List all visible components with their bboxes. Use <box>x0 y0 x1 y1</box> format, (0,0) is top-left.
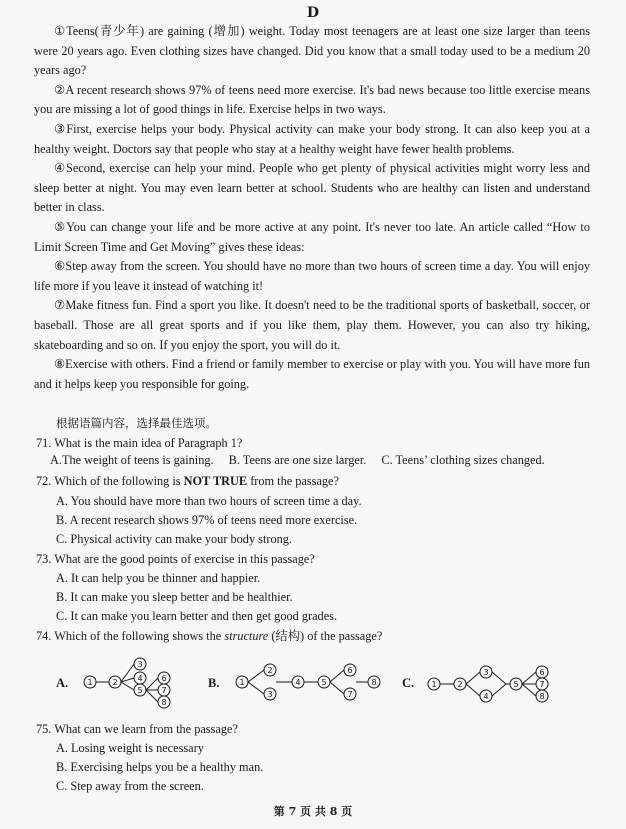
svg-text:6: 6 <box>347 666 353 675</box>
option-75-b[interactable]: B. Exercising helps you be a healthy man. <box>56 760 264 774</box>
svg-text:2: 2 <box>267 666 273 675</box>
question-74 <box>36 627 606 646</box>
option-72-c[interactable]: C. Physical activity can make your body strong. <box>56 532 292 546</box>
option-75-a[interactable]: A. Losing weight is necessary <box>56 741 204 755</box>
svg-text:4: 4 <box>295 678 301 687</box>
structure-diagram-a[interactable] <box>80 654 180 710</box>
svg-text:4: 4 <box>483 692 489 701</box>
svg-text:1: 1 <box>239 678 245 687</box>
svg-text:7: 7 <box>539 680 545 689</box>
option-73-c[interactable]: C. It can make you learn better and then get good grades. <box>56 609 338 623</box>
structure-diagram-b[interactable] <box>234 660 394 706</box>
paragraph-3: ③First, exercise helps your body. Physical activity can make your body strong. It can also keep you at a healthy weight. Doctors say that people who stay at a healthy weight have fewer health problems. <box>34 121 590 156</box>
svg-text:2: 2 <box>112 678 118 687</box>
question-71: 71. What is the main idea of Paragraph 1? <box>36 436 243 450</box>
option-75-c[interactable]: C. Step away from the screen. <box>56 779 204 793</box>
question-72-stem-end: from the passage? <box>247 474 339 488</box>
option-71-c[interactable]: C. Teens’ clothing sizes changed. <box>381 453 545 467</box>
reading-passage <box>34 22 590 394</box>
svg-text:5: 5 <box>513 680 519 689</box>
option-74-a-label[interactable]: A. <box>56 676 69 690</box>
svg-text:8: 8 <box>161 698 167 707</box>
paragraph-6: ⑥Step away from the screen. You should have no more than two hours of screen time a day. You will enjoy life more if you leave it instead of watching it! <box>34 259 590 293</box>
svg-text:3: 3 <box>137 660 143 669</box>
paragraph-8: ⑧Exercise with others. Find a friend or family member to exercise or play with you. You will have more fun and it helps keep you responsible for going. <box>34 357 590 391</box>
option-74-b-label[interactable]: B. <box>208 676 220 690</box>
question-75: 75. What can we learn from the passage? <box>36 722 238 736</box>
question-72 <box>36 472 606 491</box>
question-72-stem: 72. Which of the following is <box>36 474 184 488</box>
section-heading: D <box>306 5 320 21</box>
svg-text:7: 7 <box>161 686 167 695</box>
option-74-c-label[interactable]: C. <box>402 676 415 690</box>
question-74-stem-end: (结构) of the passage? <box>268 629 383 643</box>
option-72-a[interactable]: A. You should have more than two hours of screen time a day. <box>56 494 362 508</box>
option-73-b[interactable]: B. It can make you sleep better and be healthier. <box>56 590 293 604</box>
svg-text:2: 2 <box>457 680 463 689</box>
svg-text:3: 3 <box>483 668 489 677</box>
svg-text:5: 5 <box>137 686 143 695</box>
instruction: 根据语篇内容，选择最佳选项。 <box>56 416 217 430</box>
question-71-options <box>50 453 557 468</box>
question-74-stem: 74. Which of the following shows the <box>36 629 225 643</box>
svg-text:7: 7 <box>347 690 353 699</box>
svg-text:8: 8 <box>539 692 545 701</box>
svg-text:6: 6 <box>161 674 167 683</box>
paragraph-7: ⑦Make fitness fun. Find a sport you like. It doesn't need to be the traditional sports of basketball, soccer, or baseball. Those are all great sports and if you like them, play them. However, you can also try hiking, skateboarding and so on. If you enjoy the sport, you will do it. <box>34 298 590 352</box>
question-74-term: structure <box>224 629 269 643</box>
page-footer: 第 7 页 共 8 页 <box>273 805 353 818</box>
svg-text:1: 1 <box>431 680 437 689</box>
svg-text:5: 5 <box>321 678 327 687</box>
paragraph-5: ⑤You can change your life and be more active at any point. It's never too late. An article called “How to Limit Screen Time and Get Moving” gives these ideas: <box>34 219 590 254</box>
paragraph-2: ②A recent research shows 97% of teens need more exercise. It's bad news because too little exercise means you are missing a lot of good things in life. Exercise helps in two ways. <box>34 82 590 117</box>
paragraph-1: ①Teens(青少年) are gaining (增加) weight. Today most teenagers are at least one size larger than teens were 20 years ago. Even clothing sizes have changed. Did you know that a small today used to be a medium 20 years ago? <box>34 24 590 78</box>
svg-text:6: 6 <box>539 668 545 677</box>
svg-text:3: 3 <box>267 690 273 699</box>
svg-text:8: 8 <box>371 678 377 687</box>
option-71-b[interactable]: B. Teens are one size larger. <box>228 453 367 467</box>
svg-text:1: 1 <box>87 678 93 687</box>
question-72-emphasis: NOT TRUE <box>183 474 248 488</box>
option-72-b[interactable]: B. A recent research shows 97% of teens need more exercise. <box>56 513 358 527</box>
paragraph-4: ④Second, exercise can help your mind. People who get plenty of physical activities might worry less and sleep better at night. You may even learn better at school. Students who are healthy can listen and understand better in class. <box>34 161 590 215</box>
structure-diagram-c[interactable] <box>426 660 576 708</box>
option-71-a[interactable]: A.The weight of teens is gaining. <box>50 453 214 467</box>
svg-text:4: 4 <box>137 674 143 683</box>
question-73: 73. What are the good points of exercise in this passage? <box>36 552 315 566</box>
option-73-a[interactable]: A. It can help you be thinner and happier. <box>56 571 261 585</box>
